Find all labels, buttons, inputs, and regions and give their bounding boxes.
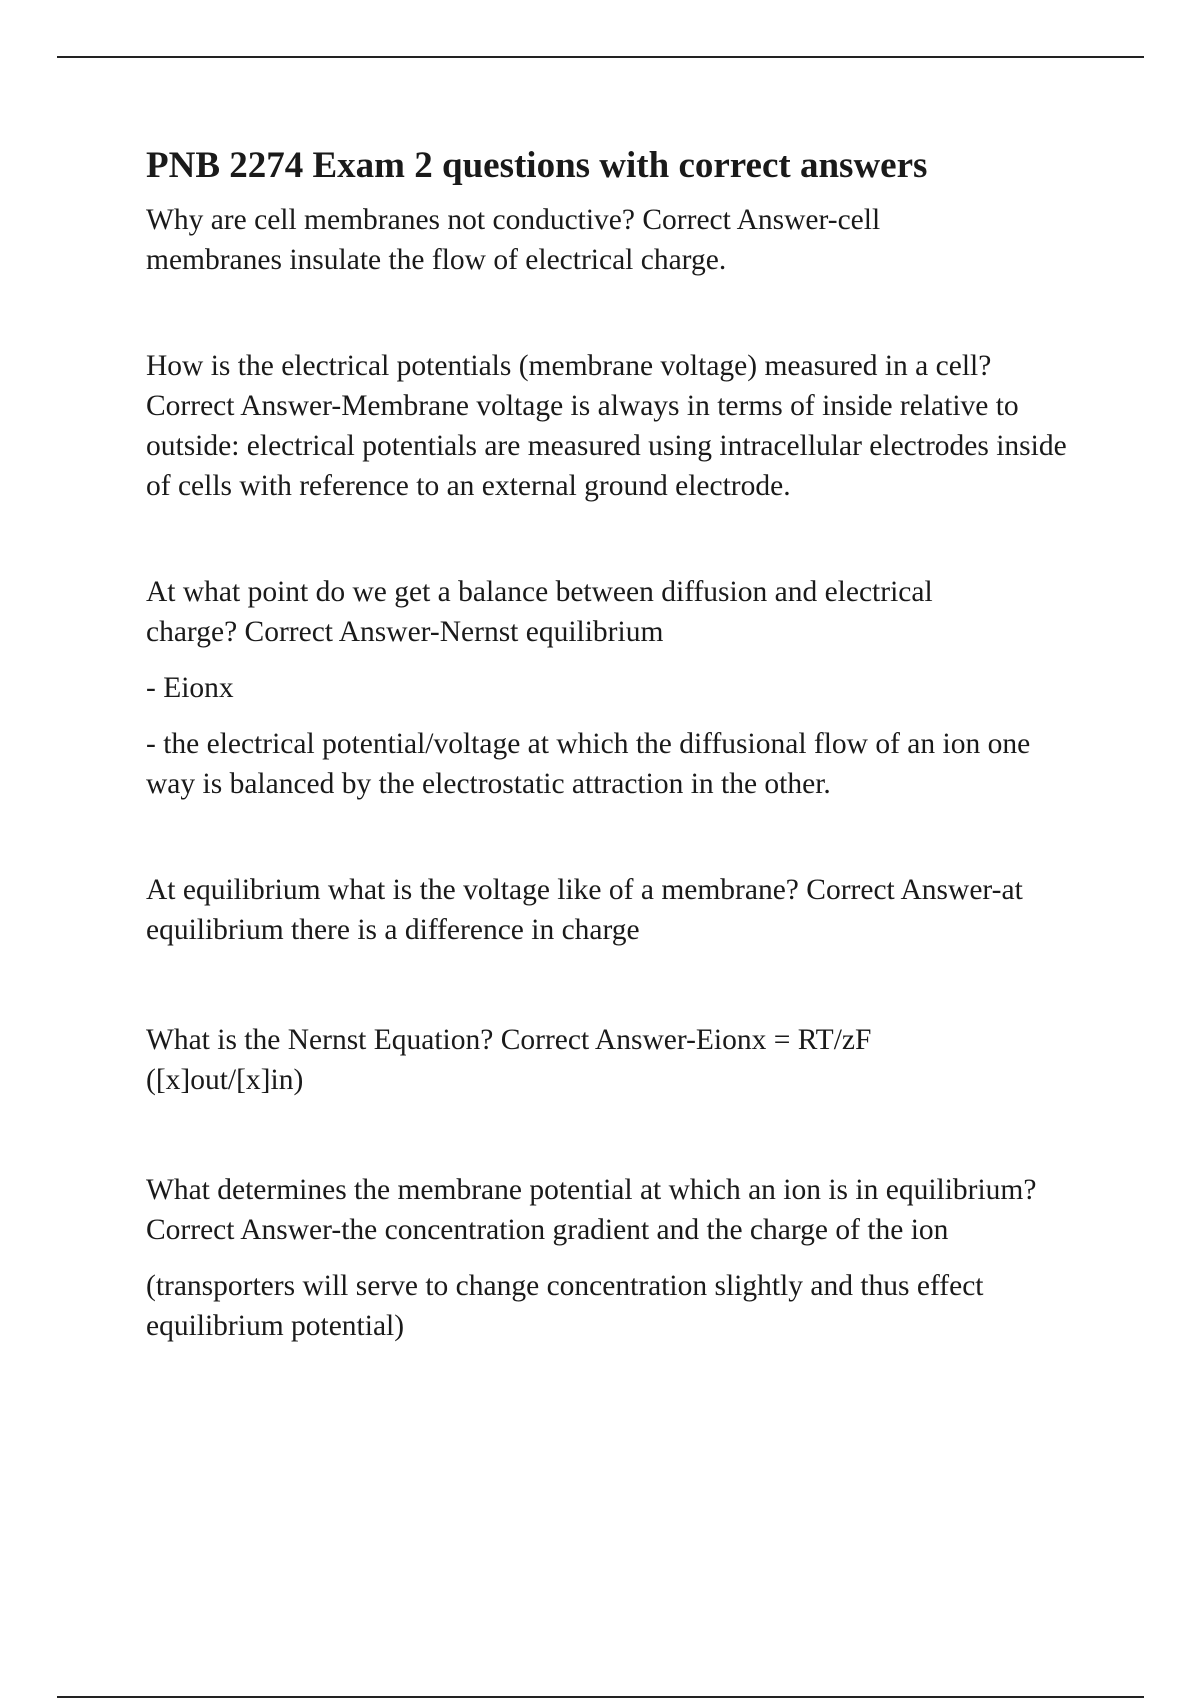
qa-item-4 — [146, 870, 1086, 950]
qa-paragraph: (transporters will serve to change concentration slightly and thus effect equilibrium potential) — [146, 1270, 984, 1342]
top-rule — [57, 56, 1144, 58]
qa-item-2 — [146, 346, 1086, 506]
qa-item-5 — [146, 1020, 1086, 1100]
qa-paragraph: At what point do we get a balance between diffusion and electrical charge? Correct Answer-Nernst equilibrium — [146, 576, 933, 648]
qa-item-6 — [146, 1170, 1086, 1346]
qa-paragraph: At equilibrium what is the voltage like of a membrane? Correct Answer-at equilibrium there is a difference in charge — [146, 874, 1023, 946]
qa-paragraph: How is the electrical potentials (membrane voltage) measured in a cell? Correct Answer-Membrane voltage is always in terms of inside relative to outside: electrical potentials are measured using intracellular electrodes inside of cells with reference to an external ground electrode. — [146, 350, 1067, 502]
document-title: PNB 2274 Exam 2 questions with correct answers — [146, 145, 928, 186]
bottom-rule — [57, 1696, 1144, 1698]
qa-paragraph: - Eionx — [146, 672, 234, 704]
qa-item-1 — [146, 200, 1086, 280]
qa-paragraph: What determines the membrane potential at which an ion is in equilibrium? Correct Answer-the concentration gradient and the charge of the ion — [146, 1174, 1037, 1246]
qa-item-3 — [146, 572, 1086, 804]
qa-paragraph: What is the Nernst Equation? Correct Answer-Eionx = RT/zF ([x]out/[x]in) — [146, 1024, 872, 1096]
qa-paragraph: Why are cell membranes not conductive? Correct Answer-cell membranes insulate the flow of electrical charge. — [146, 204, 881, 276]
document-body — [146, 144, 1086, 1362]
qa-paragraph: - the electrical potential/voltage at which the diffusional flow of an ion one way is balanced by the electrostatic attraction in the other. — [146, 728, 1031, 800]
